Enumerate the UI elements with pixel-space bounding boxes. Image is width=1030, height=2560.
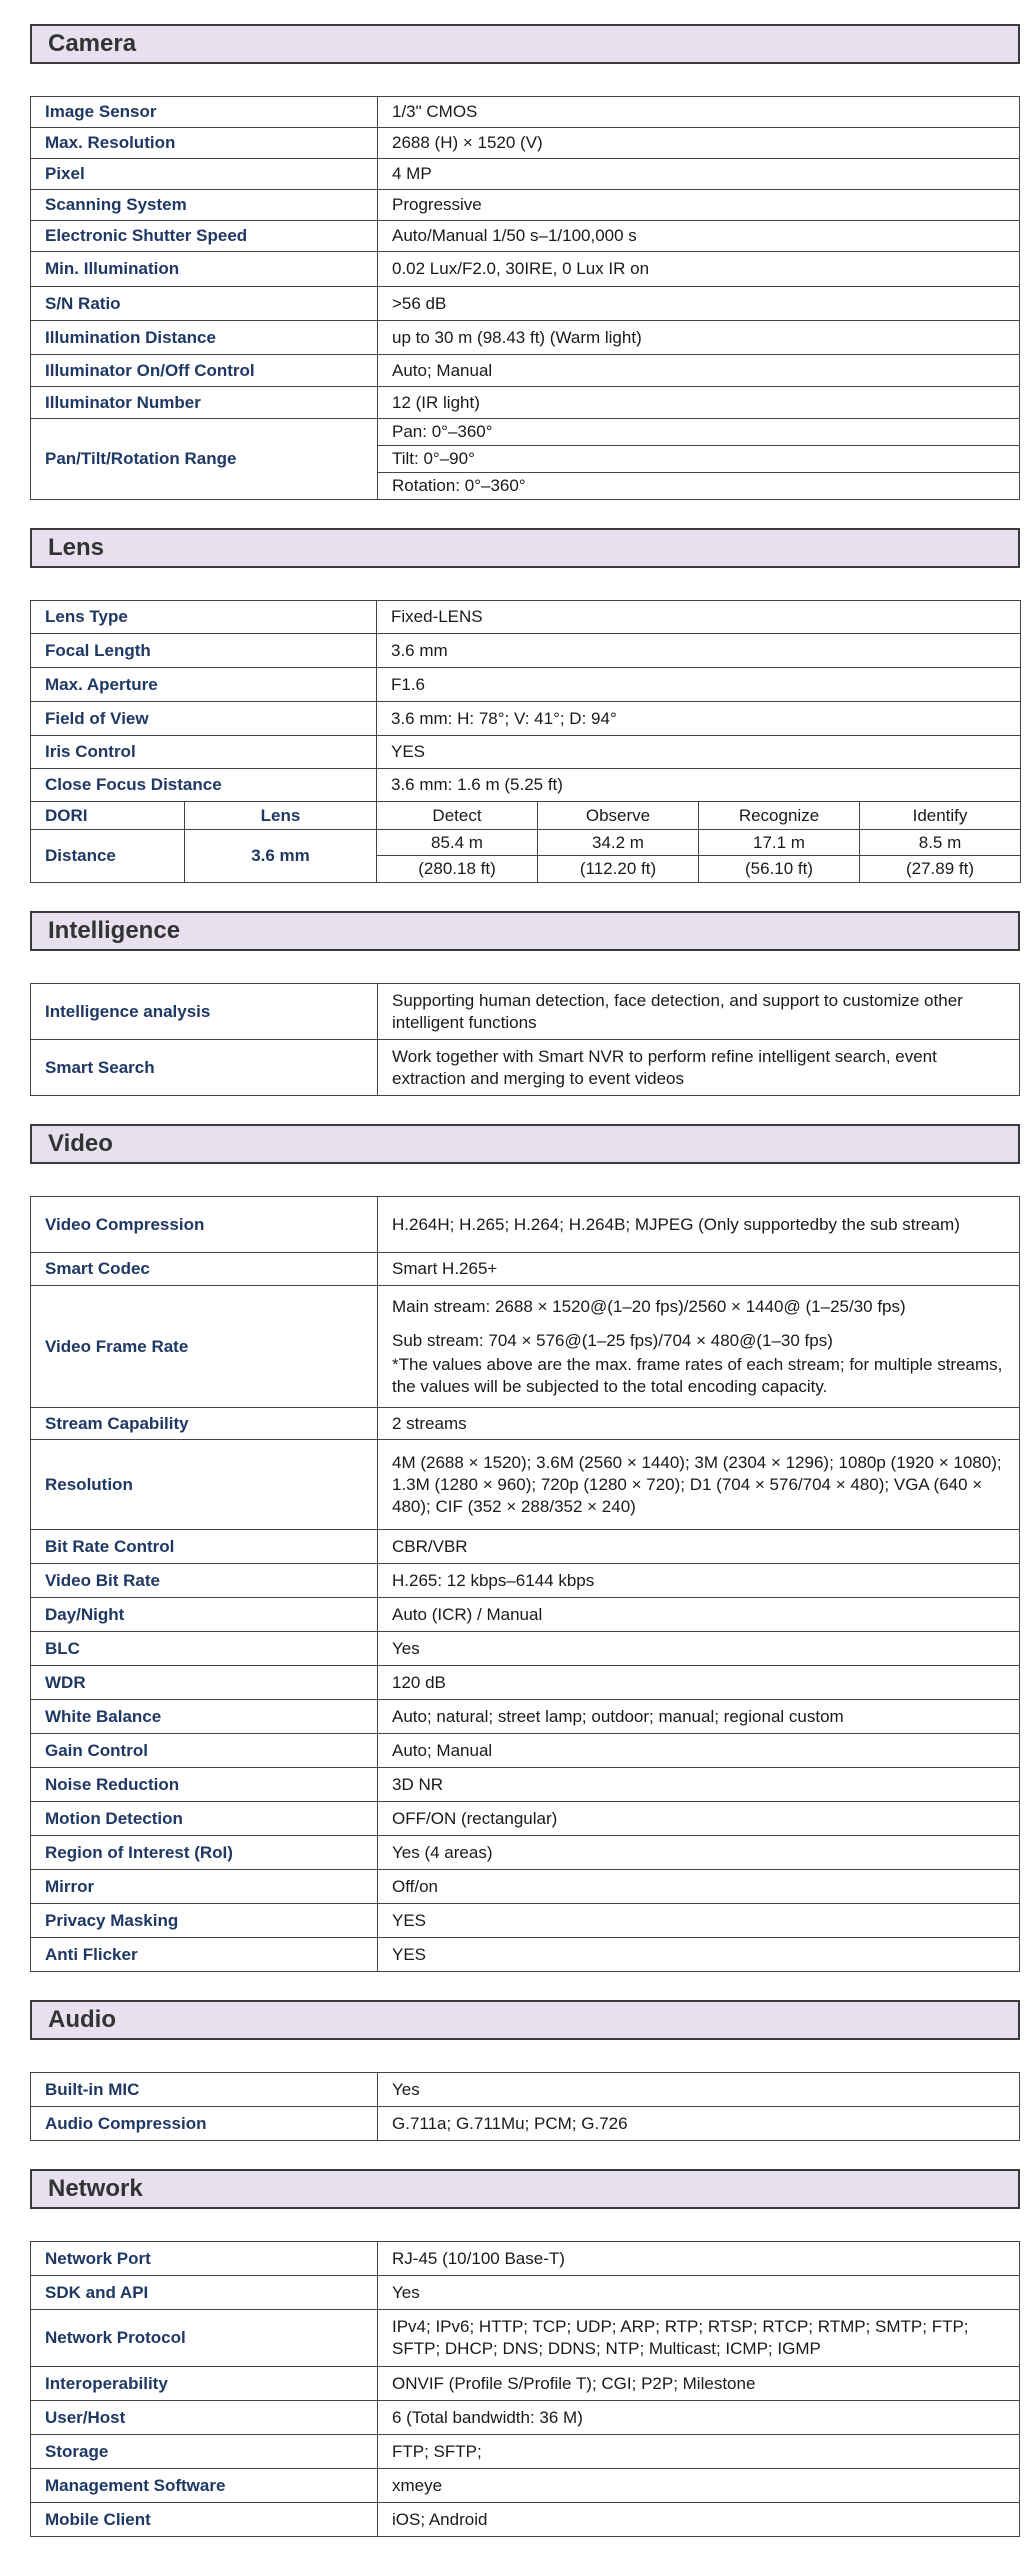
spec-row [31,252,1020,287]
spec-row [31,419,1020,446]
spec-label: Anti Flicker [31,1938,378,1972]
lens-table [30,600,1021,883]
spec-label: Illumination Distance [31,321,378,355]
section-header-video: Video [30,1124,1020,1164]
spec-value: 6 (Total bandwidth: 36 M) [378,2401,1020,2435]
spec-row [31,1598,1020,1632]
audio-table [30,2072,1020,2141]
spec-row [31,1802,1020,1836]
spec-row [31,1197,1020,1253]
frame-rate-main: Main stream: 2688 × 1520@(1–20 fps)/2560 × 1440@ (1–25/30 fps) [392,1296,906,1316]
spec-value: Yes [378,1632,1020,1666]
spec-row [31,387,1020,419]
dori-header-identify: Identify [860,802,1021,830]
dori-header-observe: Observe [538,802,699,830]
spec-value: Progressive [378,190,1020,221]
spec-row [31,984,1020,1040]
spec-row [31,1938,1020,1972]
spec-row [31,1836,1020,1870]
spec-row [31,736,1021,769]
spec-value: Yes [378,2276,1020,2310]
dori-value: 34.2 m [538,830,699,856]
spec-row [31,2073,1020,2107]
spec-row [31,2435,1020,2469]
camera-table [30,96,1020,500]
spec-row [31,128,1020,159]
spec-row [31,1870,1020,1904]
section-header-intelligence: Intelligence [30,911,1020,951]
spec-label: SDK and API [31,2276,378,2310]
spec-label: Management Software [31,2469,378,2503]
spec-value: Auto; natural; street lamp; outdoor; manual; regional custom [378,1700,1020,1734]
spec-label: Day/Night [31,1598,378,1632]
spec-label: Smart Search [31,1040,378,1096]
spec-value: G.711a; G.711Mu; PCM; G.726 [378,2107,1020,2141]
section-header-lens: Lens [30,528,1020,568]
spec-value: iOS; Android [378,2503,1020,2537]
spec-label: WDR [31,1666,378,1700]
spec-row [31,2107,1020,2141]
spec-value: ONVIF (Profile S/Profile T); CGI; P2P; Milestone [378,2367,1020,2401]
section-header-audio: Audio [30,2000,1020,2040]
spec-row [31,97,1020,128]
spec-label: Illuminator On/Off Control [31,355,378,387]
spec-label: Electronic Shutter Speed [31,221,378,252]
spec-label: Resolution [31,1440,378,1530]
spec-label: Bit Rate Control [31,1530,378,1564]
spec-value-frame-rate [378,1286,1020,1408]
spec-label: Video Bit Rate [31,1564,378,1598]
spec-label: Pixel [31,159,378,190]
spec-value: 2688 (H) × 1520 (V) [378,128,1020,159]
spec-row [31,2276,1020,2310]
spec-label: Field of View [31,702,377,736]
spec-row [31,1408,1020,1440]
spec-label: Scanning System [31,190,378,221]
spec-value: 3.6 mm: H: 78°; V: 41°; D: 94° [377,702,1021,736]
spec-value: F1.6 [377,668,1021,702]
spec-row [31,1768,1020,1802]
spec-value: CBR/VBR [378,1530,1020,1564]
spec-value: Fixed-LENS [377,601,1021,634]
spec-value: 1/3" CMOS [378,97,1020,128]
spec-label: Close Focus Distance [31,769,377,802]
spec-value: Auto; Manual [378,1734,1020,1768]
spec-value: >56 dB [378,287,1020,321]
spec-row [31,159,1020,190]
spec-value: 4 MP [378,159,1020,190]
spec-value: H.264H; H.265; H.264; H.264B; MJPEG (Only supportedby the sub stream) [378,1197,1020,1253]
section-header-camera: Camera [30,24,1020,64]
spec-label: Network Protocol [31,2310,378,2367]
network-table [30,2241,1020,2537]
spec-row [31,2503,1020,2537]
spec-value: Supporting human detection, face detection, and support to customize other intelligent functions [378,984,1020,1040]
spec-label: User/Host [31,2401,378,2435]
spec-row [31,1632,1020,1666]
spec-row [31,769,1021,802]
spec-label: Mirror [31,1870,378,1904]
spec-label: Max. Resolution [31,128,378,159]
spec-row [31,321,1020,355]
dori-value: (280.18 ft) [377,856,538,883]
spec-label: Interoperability [31,2367,378,2401]
spec-row [31,1734,1020,1768]
spec-label: Pan/Tilt/Rotation Range [31,419,378,500]
spec-label: Motion Detection [31,1802,378,1836]
spec-value: YES [378,1938,1020,1972]
spec-value: Smart H.265+ [378,1253,1020,1286]
section-header-network: Network [30,2169,1020,2209]
spec-value: 3D NR [378,1768,1020,1802]
spec-label: Video Compression [31,1197,378,1253]
spec-row [31,2469,1020,2503]
spec-value: Yes (4 areas) [378,1836,1020,1870]
spec-label: Built-in MIC [31,2073,378,2107]
spec-value: Work together with Smart NVR to perform refine intelligent search, event extraction and merging to event videos [378,1040,1020,1096]
spec-value: IPv4; IPv6; HTTP; TCP; UDP; ARP; RTP; RTSP; RTCP; RTMP; SMTP; FTP; SFTP; DHCP; DNS; DDNS; NTP; Multicast; ICMP; IGMP [378,2310,1020,2367]
dori-distance-label: Distance [31,830,185,883]
spec-value: RJ-45 (10/100 Base-T) [378,2242,1020,2276]
spec-value-pan: Pan: 0°–360° [378,419,1020,446]
spec-label: Image Sensor [31,97,378,128]
spec-value-tilt: Tilt: 0°–90° [378,446,1020,473]
spec-value: YES [377,736,1021,769]
dori-header-detect: Detect [377,802,538,830]
spec-label: Iris Control [31,736,377,769]
spec-label: Focal Length [31,634,377,668]
spec-label: Video Frame Rate [31,1286,378,1408]
spec-row [31,2367,1020,2401]
spec-value: 120 dB [378,1666,1020,1700]
spec-row [31,190,1020,221]
spec-row [31,1440,1020,1530]
spec-row [31,287,1020,321]
spec-value: 3.6 mm: 1.6 m (5.25 ft) [377,769,1021,802]
spec-value: 3.6 mm [377,634,1021,668]
spec-label: Intelligence analysis [31,984,378,1040]
video-table [30,1196,1020,1972]
spec-value: 12 (IR light) [378,387,1020,419]
spec-value: Auto/Manual 1/50 s–1/100,000 s [378,221,1020,252]
spec-row [31,702,1021,736]
frame-rate-sub: Sub stream: 704 × 576@(1–25 fps)/704 × 480@(1–30 fps) [392,1330,833,1350]
spec-value: Auto (ICR) / Manual [378,1598,1020,1632]
intelligence-table [30,983,1020,1096]
spec-label: Min. Illumination [31,252,378,287]
dori-header-row [31,802,1021,830]
spec-value: 4M (2688 × 1520); 3.6M (2560 × 1440); 3M (2304 × 1296); 1080p (1920 × 1080); 1.3M (1280 × 960); 720p (1280 × 720); D1 (704 × 576/704 × 480); VGA (640 × 480); CIF (352 × 288/352 × 240) [378,1440,1020,1530]
spec-label: Stream Capability [31,1408,378,1440]
spec-row [31,1253,1020,1286]
spec-value-rotation: Rotation: 0°–360° [378,473,1020,500]
spec-label: Privacy Masking [31,1904,378,1938]
spec-row [31,355,1020,387]
spec-label: Network Port [31,2242,378,2276]
spec-row [31,1286,1020,1408]
spec-row [31,1530,1020,1564]
spec-label: Max. Aperture [31,668,377,702]
spec-value: OFF/ON (rectangular) [378,1802,1020,1836]
spec-row [31,1904,1020,1938]
dori-value: (112.20 ft) [538,856,699,883]
spec-row [31,2401,1020,2435]
dori-value: 85.4 m [377,830,538,856]
spec-value: xmeye [378,2469,1020,2503]
spec-row [31,2310,1020,2367]
dori-value: (56.10 ft) [699,856,860,883]
spec-value: up to 30 m (98.43 ft) (Warm light) [378,321,1020,355]
dori-value: (27.89 ft) [860,856,1021,883]
dori-meters-row [31,830,1021,856]
spec-label: Smart Codec [31,1253,378,1286]
spec-value: Off/on [378,1870,1020,1904]
spec-value: Yes [378,2073,1020,2107]
spec-value: H.265: 12 kbps–6144 kbps [378,1564,1020,1598]
spec-row [31,221,1020,252]
spec-row [31,601,1021,634]
spec-value: FTP; SFTP; [378,2435,1020,2469]
spec-label: S/N Ratio [31,287,378,321]
spec-label: Region of Interest (RoI) [31,1836,378,1870]
spec-value: 2 streams [378,1408,1020,1440]
spec-row [31,1666,1020,1700]
dori-lens-value: 3.6 mm [185,830,377,883]
spec-row [31,2242,1020,2276]
spec-label: Illuminator Number [31,387,378,419]
frame-rate-note: *The values above are the max. frame rates of each stream; for multiple streams, the values will be subjected to the total encoding capacity. [392,1354,1003,1396]
dori-header-recognize: Recognize [699,802,860,830]
spec-row [31,1700,1020,1734]
spec-label: White Balance [31,1700,378,1734]
spec-label: Storage [31,2435,378,2469]
spec-label: Noise Reduction [31,1768,378,1802]
spec-label: Audio Compression [31,2107,378,2141]
spec-label: Gain Control [31,1734,378,1768]
spec-label: Mobile Client [31,2503,378,2537]
spec-label: BLC [31,1632,378,1666]
spec-row [31,668,1021,702]
spec-row [31,1564,1020,1598]
spec-value: Auto; Manual [378,355,1020,387]
dori-value: 8.5 m [860,830,1021,856]
spec-value: 0.02 Lux/F2.0, 30IRE, 0 Lux IR on [378,252,1020,287]
spec-label: Lens Type [31,601,377,634]
spec-sheet [30,24,1022,2537]
spec-row [31,634,1021,668]
spec-value: YES [378,1904,1020,1938]
spec-row [31,1040,1020,1096]
dori-lens-label: Lens [185,802,377,830]
dori-label: DORI [31,802,185,830]
dori-value: 17.1 m [699,830,860,856]
